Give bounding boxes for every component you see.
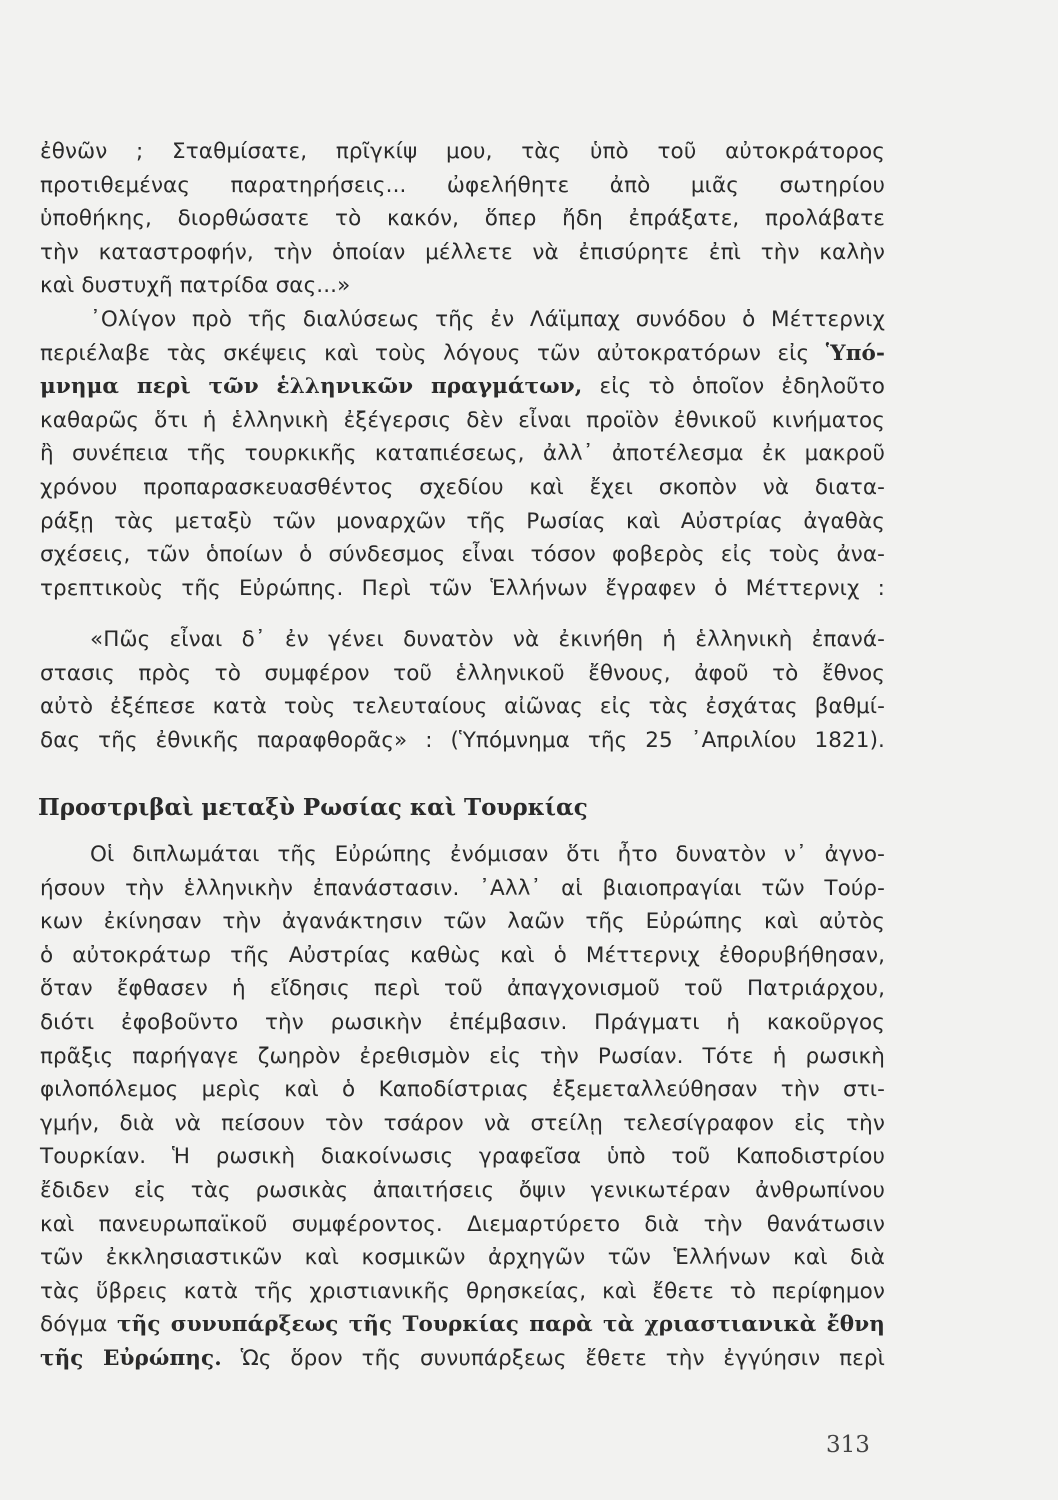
bold-title-span: Ὑπό- xyxy=(825,340,886,366)
text-line: ἢ συνέπεια τῆς τουρκικῆς καταπιέσεως, ἀλλ᾿ ἀποτέλεσμα ἐκ μακροῦ xyxy=(40,441,885,467)
text-span: Ὡς ὅρον τῆς συνυπάρξεως ἔθετε τὴν ἐγγύησιν περὶ xyxy=(240,1345,885,1371)
text-line: ἐθνῶν ; Σταθμίσατε, πρῖγκίψ μου, τὰς ὑπὸ τοῦ αὐτοκράτορος xyxy=(40,139,885,164)
text-line: χρόνου προπαρασκευασθέντος σχεδίου καὶ ἔχει σκοπὸν νὰ διατα- xyxy=(40,474,885,500)
text-line: ὑποθήκης, διορθώσατε τὸ κακόν, ὅπερ ἤδη ἐπράξατε, προλάβατε xyxy=(40,206,885,232)
text-line: στασις πρὸς τὸ συμφέρον τοῦ ἑλληνικοῦ ἔθνους, ἀφοῦ τὸ ἔθνος xyxy=(40,660,885,686)
bold-title-span: μνημα περὶ τῶν ἑλληνικῶν πραγμάτων, xyxy=(40,374,583,400)
text-line: κων ἐκίνησαν τὴν ἀγανάκτησιν τῶν λαῶν τῆς Εὐρώπης καὶ αὐτὸς xyxy=(40,909,885,935)
section-heading: Προστριβαὶ μεταξὺ Ρωσίας καὶ Τουρκίας xyxy=(38,794,588,821)
text-span: περιέλαβε τὰς σκέψεις καὶ τοὺς λόγους τῶν αὐτοκρατόρων εἰς xyxy=(40,340,810,366)
page-number: 313 xyxy=(826,1432,870,1458)
text-line: δας τῆς ἐθνικῆς παραφθορᾶς» : (Ὑπόμνημα τῆς 25 ᾿Απριλίου 1821). xyxy=(40,727,885,753)
text-line: διότι ἐφοβοῦντο τὴν ρωσικὴν ἐπέμβασιν. Πράγματι ἡ κακοῦργος xyxy=(40,1009,885,1035)
text-line: «Πῶς εἶναι δ᾿ ἐν γένει δυνατὸν νὰ ἐκινήθη ἡ ἑλληνικὴ ἐπανά- xyxy=(90,627,885,652)
text-line xyxy=(40,370,885,404)
text-line: τρεπτικοὺς τῆς Εὐρώπης. Περὶ τῶν Ἑλλήνων ἔγραφεν ὁ Μέττερνιχ : xyxy=(40,575,885,601)
text-line: τὴν καταστροφήν, τὴν ὁποίαν μέλλετε νὰ ἐπισύρητε ἐπὶ τὴν καλὴν xyxy=(40,239,885,265)
text-line xyxy=(40,1308,885,1342)
text-line: καθαρῶς ὅτι ἡ ἑλληνικὴ ἐξέγερσις δὲν εἶναι προϊὸν ἐθνικοῦ κινήματος xyxy=(40,407,885,433)
text-line: σχέσεις, τῶν ὁποίων ὁ σύνδεσμος εἶναι τόσον φοβερὸς εἰς τοὺς ἀνα- xyxy=(40,542,885,568)
text-span: δόγμα xyxy=(40,1312,108,1338)
text-line: ράξῃ τὰς μεταξὺ τῶν μοναρχῶν τῆς Ρωσίας καὶ Αὐστρίας ἀγαθὰς xyxy=(40,508,885,534)
text-line: ᾿Ολίγον πρὸ τῆς διαλύσεως τῆς ἐν Λάϊμπαχ συνόδου ὁ Μέττερνιχ xyxy=(90,307,885,332)
text-line: γμήν, διὰ νὰ πείσουν τὸν τσάρον νὰ στείλῃ τελεσίγραφον εἰς τὴν xyxy=(40,1110,885,1136)
text-line: Τουρκίαν. Ἡ ρωσικὴ διακοίνωσις γραφεῖσα ὑπὸ τοῦ Καποδιστρίου xyxy=(40,1144,885,1170)
text-line: καὶ δυστυχῆ πατρίδα σας...» xyxy=(40,273,351,299)
text-line: τῶν ἐκκλησιαστικῶν καὶ κοσμικῶν ἀρχηγῶν τῶν Ἑλλήνων καὶ διὰ xyxy=(40,1245,885,1271)
text-line: ὅταν ἔφθασεν ἡ εἴδησις περὶ τοῦ ἀπαγχονισμοῦ τοῦ Πατριάρχου, xyxy=(40,976,885,1002)
text-line: προτιθεμένας παρατηρήσεις... ὠφελήθητε ἀπὸ μιᾶς σωτηρίου xyxy=(40,172,885,198)
text-line: πρᾶξις παρήγαγε ζωηρὸν ἐρεθισμὸν εἰς τὴν Ρωσίαν. Τότε ἡ ρωσικὴ xyxy=(40,1043,885,1069)
text-line: φιλοπόλεμος μερὶς καὶ ὁ Καποδίστριας ἐξεμεταλλεύθησαν τὴν στι- xyxy=(40,1077,885,1103)
text-line: αὐτὸ ἐξέπεσε κατὰ τοὺς τελευταίους αἰῶνας εἰς τὰς ἐσχάτας βαθμί- xyxy=(40,694,885,720)
section-body-paragraph xyxy=(40,838,885,1376)
quote-ending-paragraph xyxy=(40,135,885,303)
text-line: τὰς ὕβρεις κατὰ τῆς χριστιανικῆς θρησκείας, καὶ ἔθετε τὸ περίφημον xyxy=(40,1278,885,1304)
text-line: ὁ αὐτοκράτωρ τῆς Αὐστρίας καθὼς καὶ ὁ Μέττερνιχ ἐθορυβήθησαν, xyxy=(40,942,885,968)
text-line: Οἱ διπλωμάται τῆς Εὐρώπης ἐνόμισαν ὅτι ἦτο δυνατὸν ν᾿ ἀγνο- xyxy=(90,842,885,867)
text-line: ήσουν τὴν ἑλληνικὴν ἐπανάστασιν. ᾿Αλλ᾿ αἱ βιαιοπραγίαι τῶν Τούρ- xyxy=(40,875,885,901)
text-line: ἔδιδεν εἰς τὰς ρωσικὰς ἀπαιτήσεις ὄψιν γενικωτέραν ἀνθρωπίνου xyxy=(40,1177,885,1203)
text-span: εἰς τὸ ὁποῖον ἐδηλοῦτο xyxy=(599,374,886,400)
bold-doctrine-span: τῆς συνυπάρξεως τῆς Τουρκίας παρὰ τὰ χριαστιανικὰ ἔθνη xyxy=(117,1312,885,1338)
memorandum-paragraph xyxy=(40,303,885,605)
text-line xyxy=(40,337,885,371)
text-line xyxy=(40,1342,885,1376)
bold-doctrine-span: τῆς Εὐρώπης. xyxy=(40,1345,222,1371)
metternich-quote-paragraph xyxy=(40,623,885,757)
text-line: καὶ πανευρωπαϊκοῦ συμφέροντος. Διεμαρτύρετο διὰ τὴν θανάτωσιν xyxy=(40,1211,885,1237)
